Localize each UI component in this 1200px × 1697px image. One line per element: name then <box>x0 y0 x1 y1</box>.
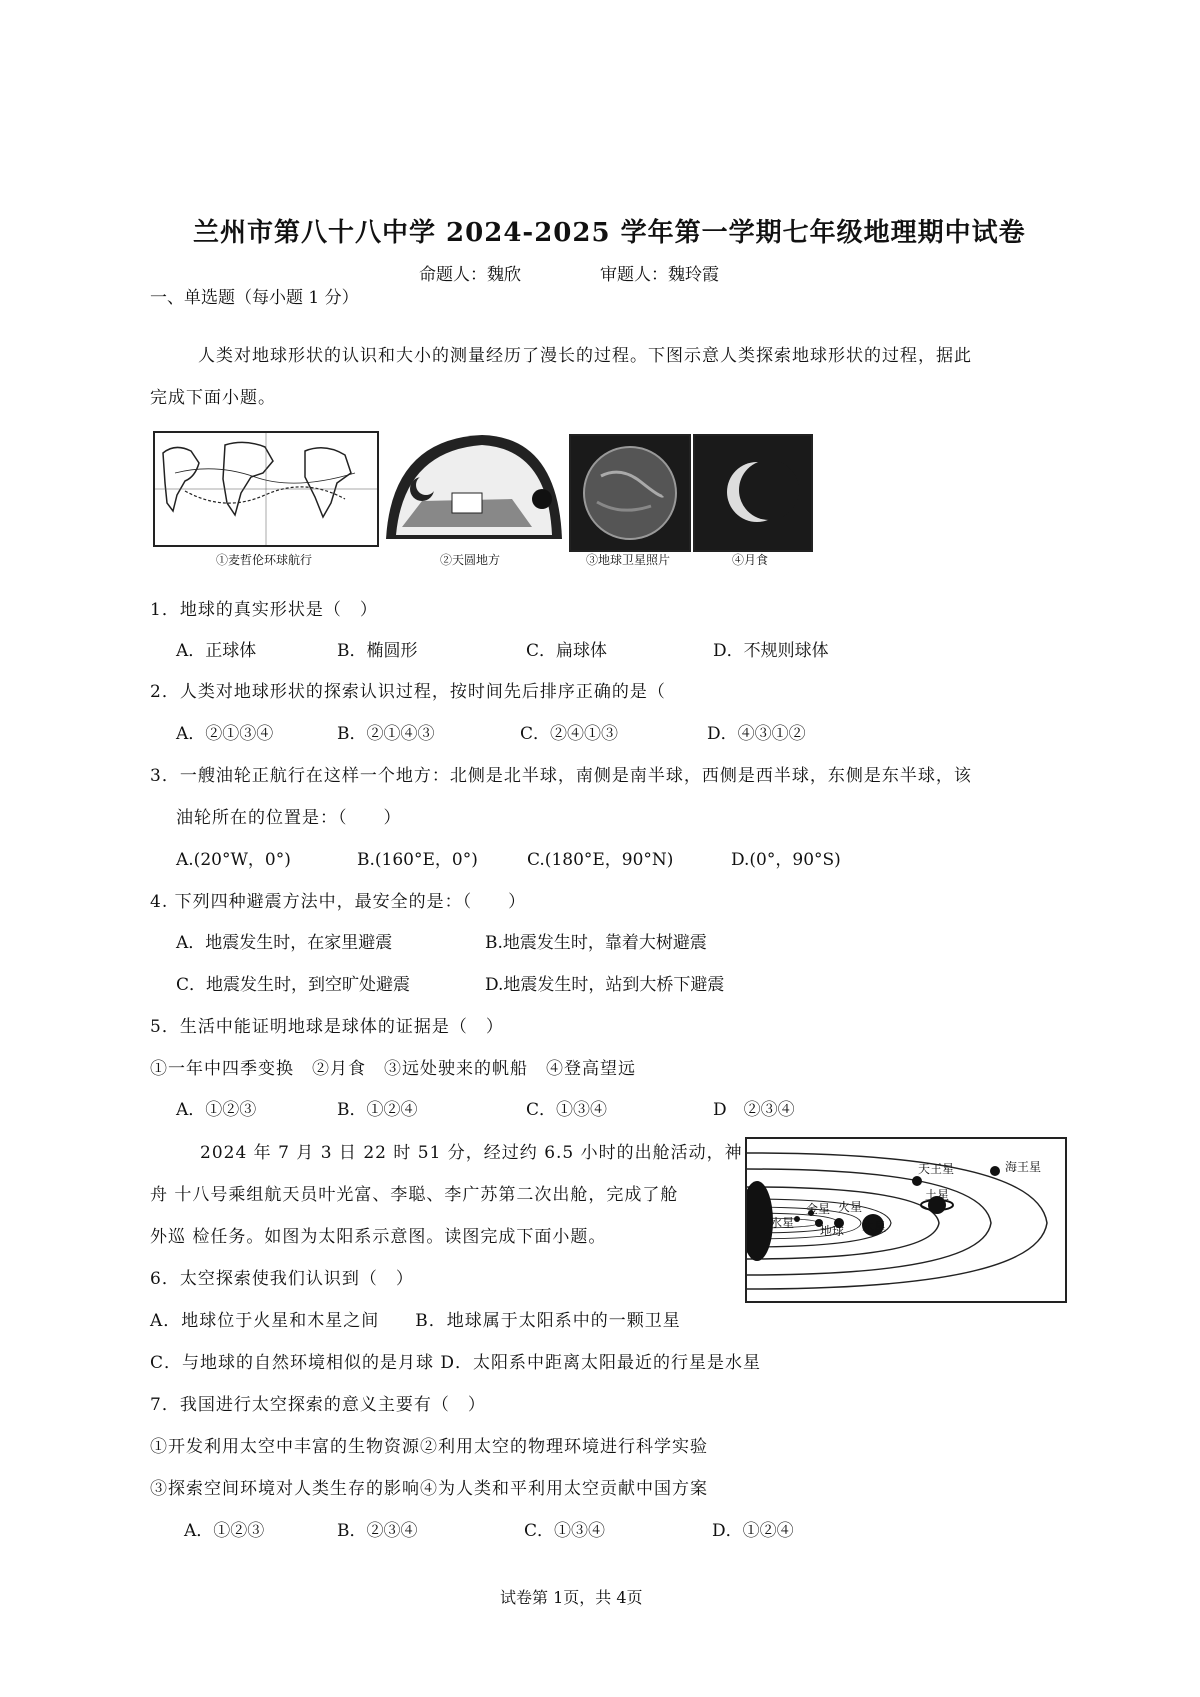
page-title: 兰州市第八十八中学 2024-2025 学年第一学期七年级地理期中试卷 <box>193 218 1026 248</box>
q3-option-a: A.(20°W，0°) <box>176 850 291 870</box>
dome-figure <box>382 429 564 549</box>
q1-option-c: C．扁球体 <box>526 641 608 661</box>
q7-option-d: D．①②④ <box>712 1521 794 1541</box>
q6-options-line-2: C．与地球的自然环境相似的是月球 D．太阳系中距离太阳最近的行星是水星 <box>150 1353 762 1373</box>
q7-items-line-2: ③探索空间环境对人类生存的影响④为人类和平利用太空贡献中国方案 <box>150 1479 708 1499</box>
satellite-photo-figure <box>569 434 691 552</box>
label-jupiter: 木星 <box>862 1220 887 1234</box>
caption-dome: ②天圆地方 <box>439 553 500 567</box>
caption-eclipse: ④月食 <box>731 553 768 567</box>
q5-option-a: A．①②③ <box>176 1100 257 1120</box>
q4-stem: 4. 下列四种避震方法中，最安全的是：（ ） <box>150 892 527 912</box>
q4-option-c: C．地震发生时，到空旷处避震 <box>176 975 411 995</box>
q7-option-a: A．①②③ <box>184 1521 265 1541</box>
q5-option-d: D ②③④ <box>713 1100 795 1120</box>
q3-option-b: B.(160°E，0°) <box>357 850 478 870</box>
section-heading: 一、单选题（每小题 1 分） <box>150 288 359 308</box>
proposer-label: 命题人：魏欣 <box>419 265 521 285</box>
label-saturn: 土星 <box>925 1188 950 1202</box>
q7-option-b: B．②③④ <box>337 1521 418 1541</box>
q4-option-a: A．地震发生时，在家里避震 <box>176 933 393 953</box>
magellan-map-figure <box>153 431 379 547</box>
q3-option-d: D.(0°，90°S) <box>731 850 841 870</box>
q5-option-c: C．①③④ <box>526 1100 608 1120</box>
intro-line-1: 人类对地球形状的认识和大小的测量经历了漫长的过程。下图示意人类探索地球形状的过程，据此 <box>198 346 972 366</box>
label-uranus: 天王星 <box>918 1162 955 1176</box>
lunar-eclipse-figure <box>693 434 813 552</box>
q5-option-b: B．①②④ <box>337 1100 418 1120</box>
q2-option-c: C．②④①③ <box>520 724 619 744</box>
q1-option-a: A．正球体 <box>176 641 257 661</box>
q5-items: ①一年中四季变换 ②月食 ③远处驶来的帆船 ④登高望远 <box>150 1059 636 1079</box>
q4-option-b: B.地震发生时，靠着大树避震 <box>485 933 707 953</box>
moon-icon <box>695 436 811 550</box>
q6-stem: 6．太空探索使我们认识到（ ） <box>150 1269 414 1289</box>
q5-stem: 5．生活中能证明地球是球体的证据是（ ） <box>150 1017 504 1037</box>
caption-magellan: ①麦哲伦环球航行 <box>215 553 312 567</box>
q1-option-b: B．椭圆形 <box>337 641 418 661</box>
q1-stem: 1．地球的真实形状是（ ） <box>150 600 378 620</box>
world-map-icon <box>155 433 377 545</box>
dome-icon <box>382 429 564 549</box>
q2-option-a: A．②①③④ <box>176 724 274 744</box>
q7-stem: 7．我国进行太空探索的意义主要有（ ） <box>150 1395 486 1415</box>
q2-stem: 2．人类对地球形状的探索认识过程，按时间先后排序正确的是（ <box>150 682 666 702</box>
q4-option-d: D.地震发生时，站到大桥下避震 <box>485 975 725 995</box>
earth-photo-icon <box>571 436 689 550</box>
q3-stem-line-1: 3．一艘油轮正航行在这样一个地方：北侧是北半球，南侧是南半球，西侧是西半球，东侧是东半球，该 <box>150 766 972 786</box>
reviewer-label: 审题人：魏玲霞 <box>600 265 719 285</box>
q7-items-line-1: ①开发利用太空中丰富的生物资源②利用太空的物理环境进行科学实验 <box>150 1437 708 1457</box>
label-earth: 地球 <box>820 1224 845 1238</box>
passage-line-3: 外巡 检任务。如图为太阳系示意图。读图完成下面小题。 <box>150 1227 607 1247</box>
page-footer: 试卷第 1页，共 4页 <box>500 1588 643 1607</box>
q2-option-d: D．④③①② <box>707 724 806 744</box>
q7-option-c: C．①③④ <box>524 1521 606 1541</box>
q1-option-d: D．不规则球体 <box>713 641 829 661</box>
passage-line-2: 舟 十八号乘组航天员叶光富、李聪、李广苏第二次出舱，完成了舱 <box>150 1185 679 1205</box>
q2-option-b: B．②①④③ <box>337 724 435 744</box>
q3-option-c: C.(180°E，90°N) <box>527 850 674 870</box>
label-venus: 金星 <box>806 1202 831 1216</box>
label-neptune: 海王星 <box>1005 1160 1042 1174</box>
caption-satellite: ③地球卫星照片 <box>585 553 670 567</box>
passage-line-1: 2024 年 7 月 3 日 22 时 51 分，经过约 6.5 小时的出舱活动，神 <box>200 1143 743 1163</box>
q6-options-line-1: A．地球位于火星和木星之间 B．地球属于太阳系中的一颗卫星 <box>150 1311 681 1331</box>
label-mercury: 水星 <box>770 1216 795 1230</box>
intro-line-2: 完成下面小题。 <box>150 388 276 408</box>
q3-stem-line-2: 油轮所在的位置是：（ ） <box>176 808 402 828</box>
label-mars: 火星 <box>838 1200 863 1214</box>
